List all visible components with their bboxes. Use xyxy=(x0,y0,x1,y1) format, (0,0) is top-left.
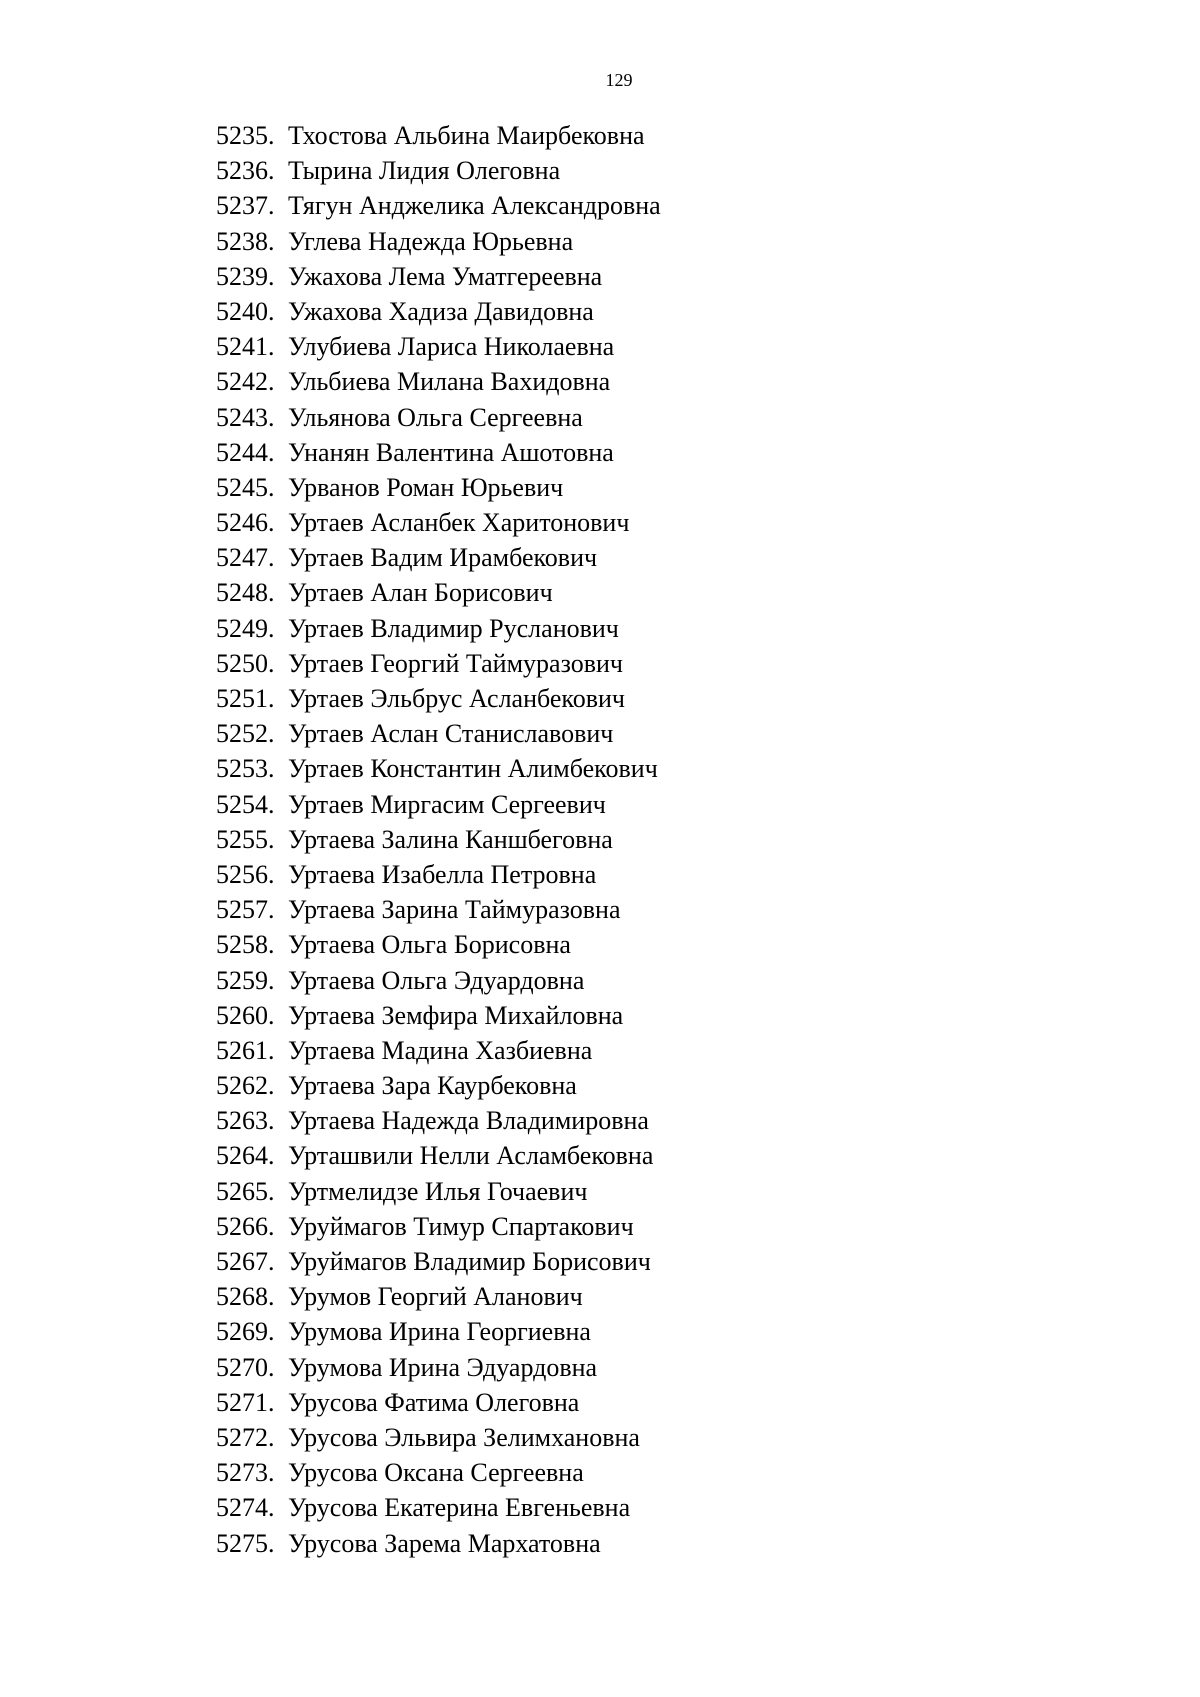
list-item xyxy=(216,1490,661,1525)
entry-number: 5252. xyxy=(216,719,275,749)
list-item xyxy=(216,1385,661,1420)
list-item xyxy=(216,963,661,998)
entry-number: 5262. xyxy=(216,1071,275,1101)
entry-full-name: Уртаев Вадим Ирамбекович xyxy=(288,543,598,573)
list-item xyxy=(216,1350,661,1385)
list-item xyxy=(216,646,661,681)
entry-full-name: Уртаев Алан Борисович xyxy=(288,578,553,608)
entry-number: 5265. xyxy=(216,1176,275,1206)
entry-number: 5240. xyxy=(216,296,275,326)
entry-number: 5264. xyxy=(216,1141,275,1171)
list-item xyxy=(216,329,661,364)
list-item xyxy=(216,1068,661,1103)
entry-full-name: Урумов Георгий Аланович xyxy=(288,1282,583,1312)
entry-number: 5268. xyxy=(216,1282,275,1312)
entry-full-name: Урусова Зарема Мархатовна xyxy=(288,1528,601,1558)
entry-full-name: Ульбиева Милана Вахидовна xyxy=(288,367,611,397)
list-item xyxy=(216,470,661,505)
list-item xyxy=(216,153,661,188)
entry-full-name: Уртаев Владимир Русланович xyxy=(288,613,619,643)
list-item xyxy=(216,892,661,927)
list-item xyxy=(216,224,661,259)
entry-full-name: Урусова Оксана Сергеевна xyxy=(288,1458,584,1488)
entry-full-name: Ульянова Ольга Сергеевна xyxy=(288,402,583,432)
entry-full-name: Урусова Эльвира Зелимхановна xyxy=(288,1422,640,1452)
entry-number: 5275. xyxy=(216,1528,275,1558)
list-item xyxy=(216,822,661,857)
list-item xyxy=(216,1244,661,1279)
list-item xyxy=(216,364,661,399)
entry-number: 5256. xyxy=(216,859,275,889)
entry-number: 5257. xyxy=(216,895,275,925)
entry-full-name: Уртаев Эльбрус Асланбекович xyxy=(288,684,625,713)
entry-number: 5269. xyxy=(216,1317,275,1347)
page-number: 129 xyxy=(605,70,633,90)
entry-full-name: Уртаева Ольга Эдуардовна xyxy=(288,965,585,995)
list-item xyxy=(216,611,661,646)
entry-full-name: Уртаева Зарина Таймуразовна xyxy=(288,895,621,925)
list-item xyxy=(216,575,661,610)
entry-number: 5243. xyxy=(216,402,275,432)
list-item xyxy=(216,1103,661,1138)
entry-full-name: Урусова Фатима Олеговна xyxy=(288,1387,580,1417)
list-item xyxy=(216,1420,661,1455)
entry-number: 5270. xyxy=(216,1352,275,1382)
entry-full-name: Уртаев Георгий Таймуразович xyxy=(288,648,623,678)
entry-full-name: Тхостова Альбина Маирбековна xyxy=(288,121,645,150)
entry-number: 5266. xyxy=(216,1211,275,1241)
entry-number: 5251. xyxy=(216,684,275,713)
list-item xyxy=(216,716,661,751)
entry-full-name: Урванов Роман Юрьевич xyxy=(288,472,564,502)
entry-full-name: Уртаева Ольга Борисовна xyxy=(288,930,571,960)
entry-number: 5250. xyxy=(216,648,275,678)
list-item xyxy=(216,435,661,470)
entry-number: 5258. xyxy=(216,930,275,960)
list-item xyxy=(216,540,661,575)
entry-number: 5267. xyxy=(216,1247,275,1276)
entry-number: 5242. xyxy=(216,367,275,397)
entry-number: 5235. xyxy=(216,121,275,150)
entry-number: 5271. xyxy=(216,1387,275,1417)
entry-full-name: Уртаев Аслан Станиславович xyxy=(288,719,614,749)
entry-number: 5255. xyxy=(216,824,275,854)
entry-number: 5261. xyxy=(216,1035,275,1065)
entry-full-name: Уртаев Константин Алимбекович xyxy=(288,754,658,784)
entry-full-name: Уртаева Залина Каншбеговна xyxy=(288,824,613,854)
entry-full-name: Урумова Ирина Эдуардовна xyxy=(288,1352,598,1382)
list-item xyxy=(216,1209,661,1244)
entry-number: 5239. xyxy=(216,261,275,291)
list-item xyxy=(216,787,661,822)
entry-full-name: Тягун Анджелика Александровна xyxy=(288,191,661,221)
entry-full-name: Углева Надежда Юрьевна xyxy=(288,226,574,256)
entry-full-name: Ужахова Лема Уматгереевна xyxy=(288,261,603,291)
entry-number: 5253. xyxy=(216,754,275,784)
entry-number: 5236. xyxy=(216,156,275,186)
list-item xyxy=(216,998,661,1033)
list-item xyxy=(216,927,661,962)
list-item xyxy=(216,1314,661,1349)
entry-number: 5260. xyxy=(216,1000,275,1030)
list-item xyxy=(216,1138,661,1173)
entry-number: 5263. xyxy=(216,1106,275,1136)
entry-number: 5254. xyxy=(216,789,275,819)
entry-number: 5238. xyxy=(216,226,275,256)
entry-full-name: Ужахова Хадиза Давидовна xyxy=(288,296,594,326)
entry-number: 5245. xyxy=(216,472,275,502)
list-item xyxy=(216,1455,661,1490)
list-item xyxy=(216,294,661,329)
list-item xyxy=(216,1033,661,1068)
entry-number: 5249. xyxy=(216,613,275,643)
list-item xyxy=(216,505,661,540)
entry-number: 5237. xyxy=(216,191,275,221)
list-item xyxy=(216,1526,661,1561)
entry-number: 5244. xyxy=(216,437,275,467)
list-item xyxy=(216,188,661,223)
list-item xyxy=(216,681,661,716)
entry-number: 5241. xyxy=(216,332,275,362)
entry-full-name: Уртаева Зара Каурбековна xyxy=(288,1071,577,1101)
list-item xyxy=(216,1279,661,1314)
list-item xyxy=(216,259,661,294)
entry-full-name: Урташвили Нелли Асламбековна xyxy=(288,1141,654,1171)
entry-full-name: Уртмелидзе Илья Гочаевич xyxy=(288,1176,588,1206)
entry-number: 5247. xyxy=(216,543,275,573)
entry-number: 5259. xyxy=(216,965,275,995)
entry-full-name: Тырина Лидия Олеговна xyxy=(288,156,561,186)
entry-number: 5272. xyxy=(216,1422,275,1452)
entry-full-name: Уртаева Надежда Владимировна xyxy=(288,1106,649,1136)
list-item xyxy=(216,400,661,435)
entry-full-name: Уруймагов Тимур Спартакович xyxy=(288,1211,634,1241)
entry-number: 5246. xyxy=(216,508,275,538)
list-item xyxy=(216,118,661,153)
list-item xyxy=(216,1174,661,1209)
list-item xyxy=(216,751,661,786)
entry-full-name: Уртаев Миргасим Сергеевич xyxy=(288,789,606,819)
entry-full-name: Урумова Ирина Георгиевна xyxy=(288,1317,591,1347)
entry-full-name: Уртаева Земфира Михайловна xyxy=(288,1000,624,1030)
entry-full-name: Уртаева Мадина Хазбиевна xyxy=(288,1035,593,1065)
entry-number: 5274. xyxy=(216,1493,275,1523)
entry-full-name: Уруймагов Владимир Борисович xyxy=(288,1247,651,1276)
entry-full-name: Унанян Валентина Ашотовна xyxy=(288,437,614,467)
entry-full-name: Уртаев Асланбек Харитонович xyxy=(288,508,630,538)
list-item xyxy=(216,857,661,892)
entry-number: 5273. xyxy=(216,1458,275,1488)
entry-full-name: Уртаева Изабелла Петровна xyxy=(288,859,597,889)
entry-full-name: Урусова Екатерина Евгеньевна xyxy=(288,1493,631,1523)
entry-full-name: Улубиева Лариса Николаевна xyxy=(288,332,615,362)
name-list xyxy=(216,118,661,1561)
entry-number: 5248. xyxy=(216,578,275,608)
